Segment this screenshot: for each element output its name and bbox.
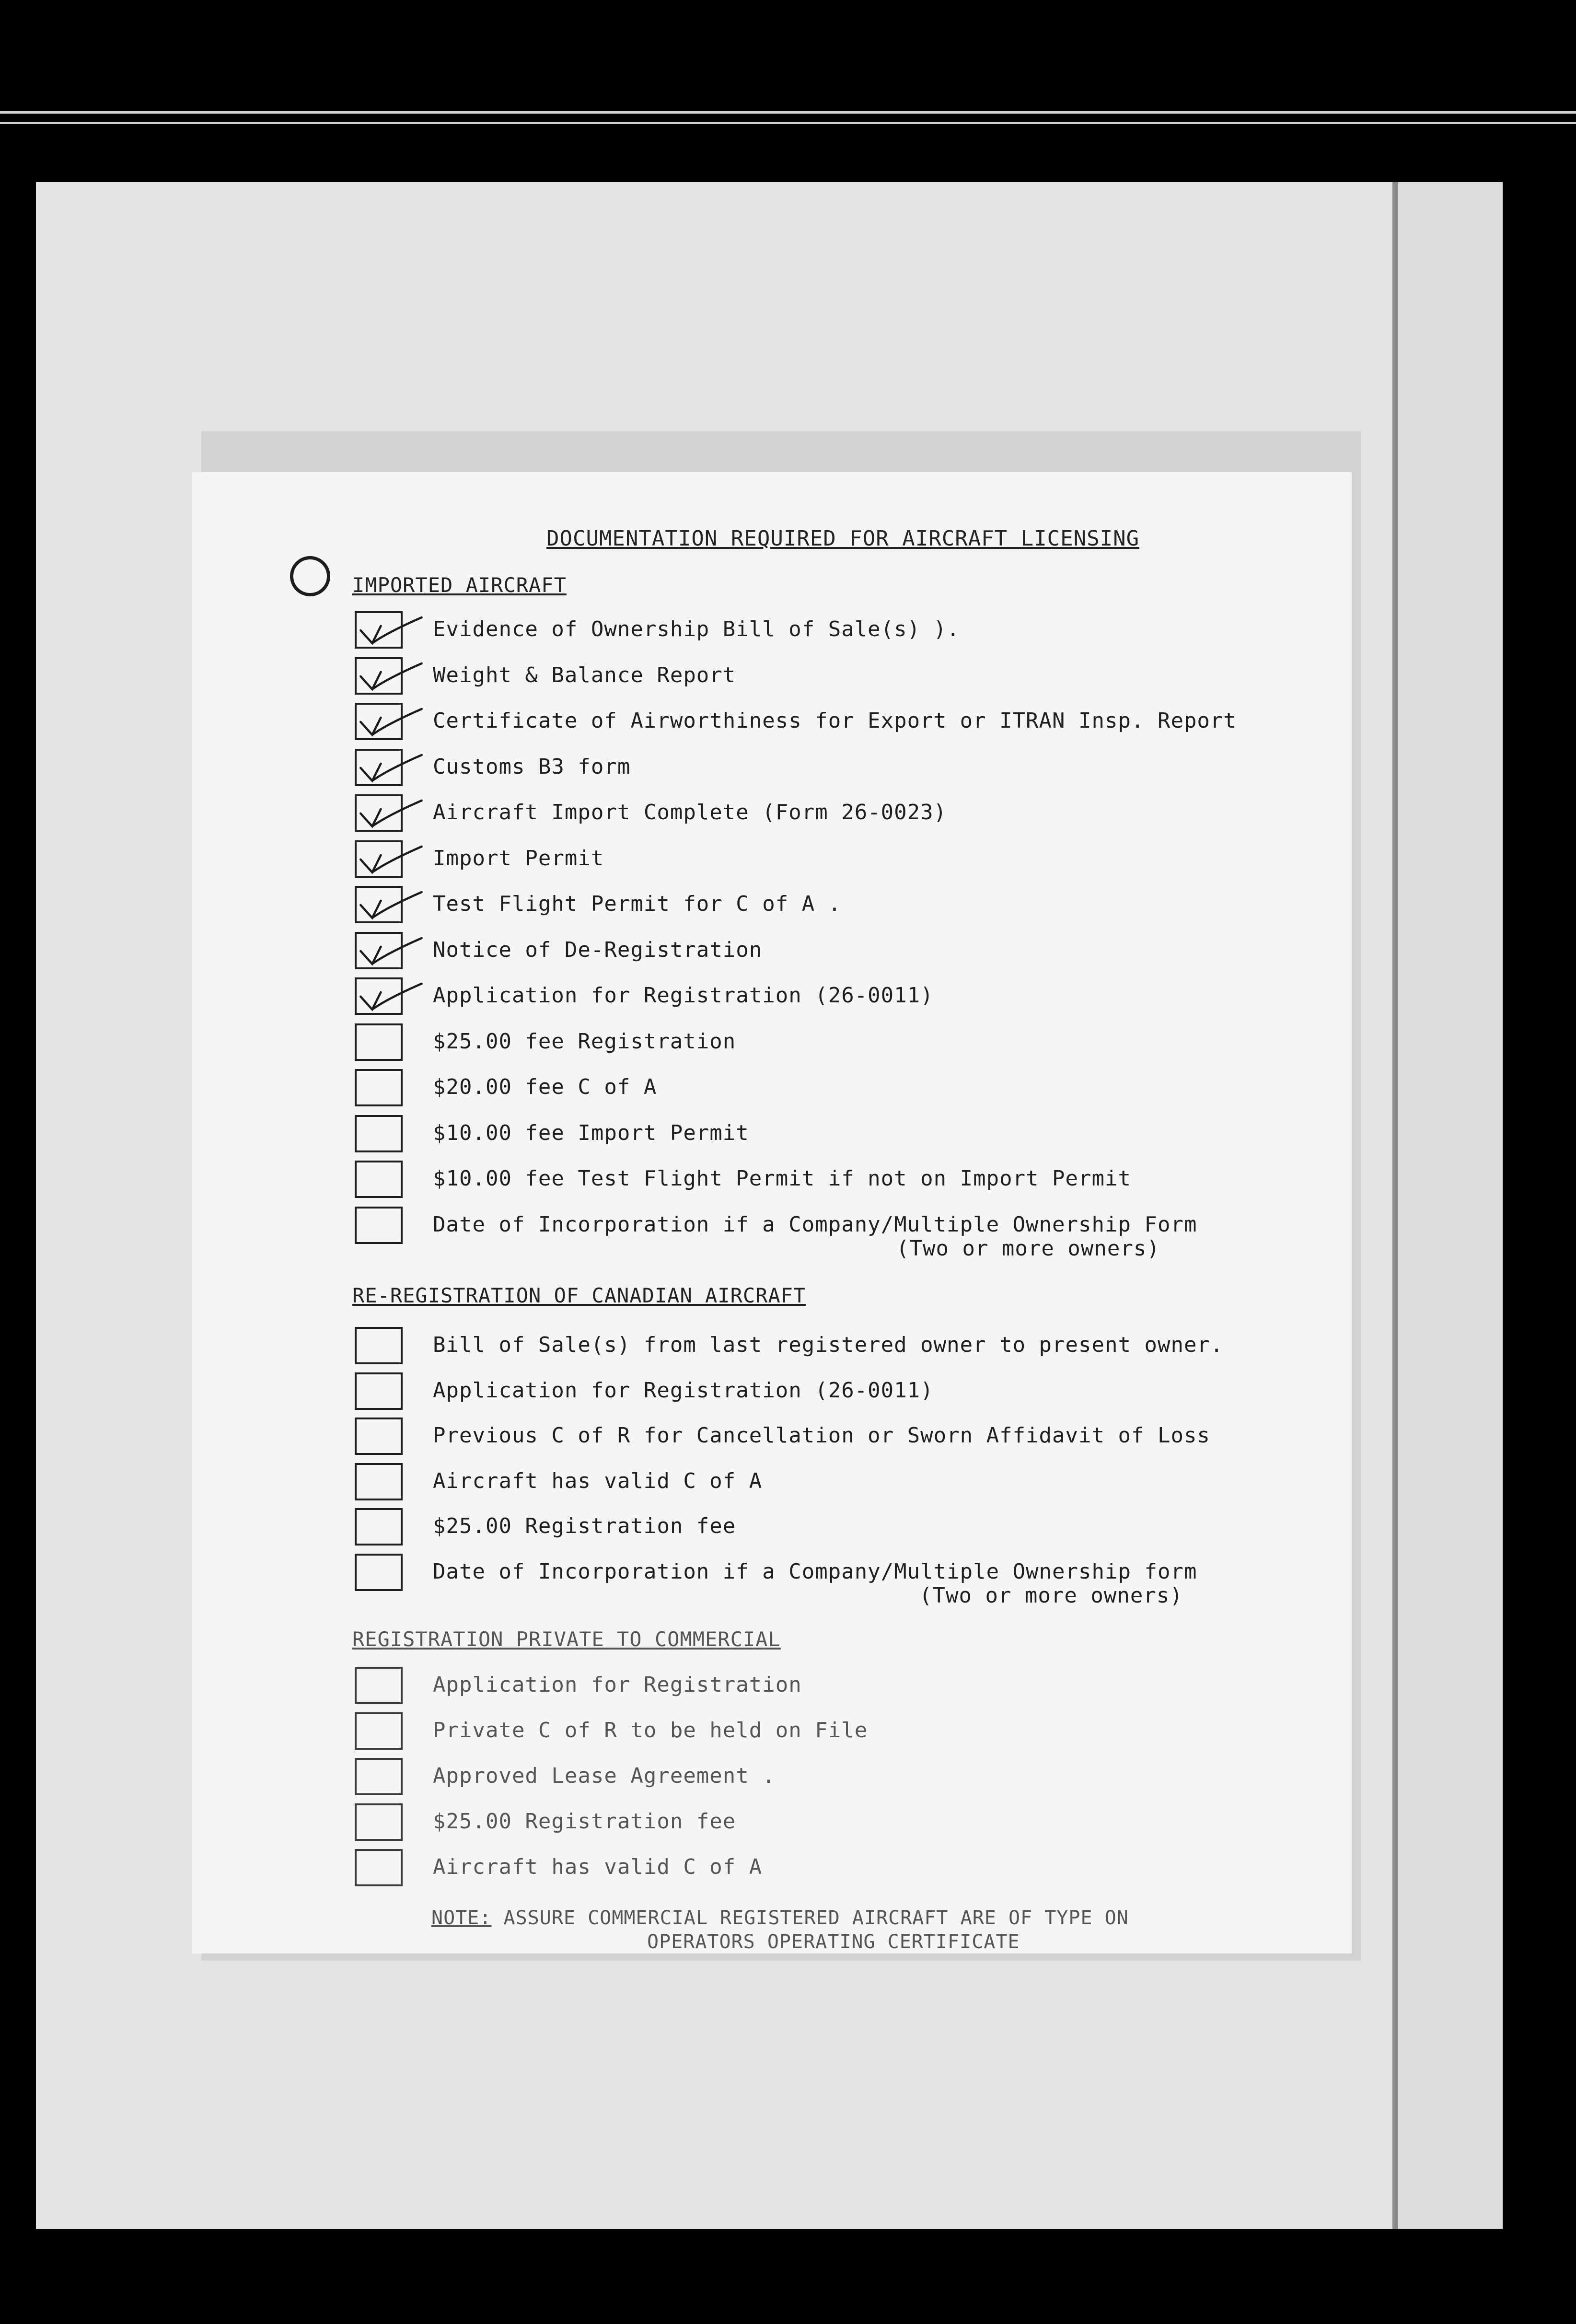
checklist-item-label: Weight & Balance Report [433,662,736,687]
checklist-item-label: Import Permit [433,846,604,871]
handwritten-checkmark-icon [357,705,401,738]
checkbox-checked[interactable] [355,840,403,878]
handwritten-checkmark-icon [357,979,401,1013]
checkbox-checked[interactable] [355,657,403,695]
checklist-item-label: Evidence of Ownership Bill of Sale(s) ). [433,617,960,641]
handwritten-checkmark-icon [357,888,401,921]
checklist-item-label: Previous C of R for Cancellation or Sworn Affidavit of Loss [433,1423,1210,1448]
note-text-1: ASSURE COMMERCIAL REGISTERED AIRCRAFT ARE OF TYPE ON [503,1907,1129,1929]
checkbox-checked[interactable] [355,611,403,649]
checklist-item-label: $10.00 fee Test Flight Permit if not on Import Permit [433,1166,1131,1191]
note-line-1 [431,1907,1129,1929]
handwritten-checkmark-icon [357,613,401,647]
checklist-item-label: Notice of De-Registration [433,937,763,962]
checkbox[interactable] [355,1667,403,1704]
checkbox[interactable] [355,1712,403,1750]
checkbox[interactable] [355,1554,403,1591]
checklist-item-label: Application for Registration (26-0011) [433,1378,934,1403]
checklist-item-label: $10.00 fee Import Permit [433,1120,749,1145]
checklist-item-label: Approved Lease Agreement . [433,1764,776,1788]
checkbox[interactable] [355,1023,403,1061]
checklist-item-label: Customs B3 form [433,754,631,779]
checklist-item-label: Aircraft Import Complete (Form 26-0023) [433,800,947,825]
document-title: DOCUMENTATION REQUIRED FOR AIRCRAFT LICENSING [546,526,1140,551]
checkbox-checked[interactable] [355,794,403,832]
checklist-item-label: Application for Registration [433,1673,802,1697]
checklist-item-label: Aircraft has valid C of A [433,1468,763,1493]
checkbox[interactable] [355,1161,403,1198]
checklist-item-label: Date of Incorporation if a Company/Multiple Ownership Form [433,1212,1197,1237]
note-line-2: OPERATORS OPERATING CERTIFICATE [647,1931,1020,1953]
checklist-item-label: $25.00 Registration fee [433,1514,736,1538]
section-heading-private-commercial: REGISTRATION PRIVATE TO COMMERCIAL [352,1627,781,1651]
checklist-item-label: Certificate of Airworthiness for Export or ITRAN Insp. Report [433,709,1237,733]
checkbox[interactable] [355,1463,403,1500]
checkbox[interactable] [355,1207,403,1244]
checkbox[interactable] [355,1115,403,1152]
checklist-item-note: (Two or more owners) [919,1583,1183,1608]
checklist-item-note: (Two or more owners) [896,1236,1160,1261]
handwritten-checkmark-icon [357,796,401,830]
checkbox[interactable] [355,1508,403,1545]
checklist-item-label: Aircraft has valid C of A [433,1855,763,1879]
checkbox-checked[interactable] [355,703,403,740]
handwritten-checkmark-icon [357,934,401,967]
note-label: NOTE: [431,1907,492,1929]
checklist-item-label: Private C of R to be held on File [433,1718,868,1743]
hole-punch [290,556,330,596]
section-heading-reregistration: RE-REGISTRATION OF CANADIAN AIRCRAFT [352,1284,806,1307]
checkbox-checked[interactable] [355,886,403,923]
checklist-item-label: Bill of Sale(s) from last registered owner to present owner. [433,1333,1224,1357]
checklist-item-label: $20.00 fee C of A [433,1075,657,1099]
folder-spine [1392,182,1398,2229]
checkbox-checked[interactable] [355,932,403,969]
checklist-item-label: Application for Registration (26-0011) [433,983,934,1008]
checkbox[interactable] [355,1803,403,1841]
checkbox-checked[interactable] [355,977,403,1015]
checklist-item-label: $25.00 fee Registration [433,1029,736,1054]
film-rule-bottom [0,122,1576,124]
checklist-item-label: $25.00 Registration fee [433,1809,736,1834]
handwritten-checkmark-icon [357,842,401,876]
checkbox[interactable] [355,1418,403,1455]
checklist-item-label: Test Flight Permit for C of A . [433,892,842,916]
checkbox[interactable] [355,1069,403,1106]
checkbox[interactable] [355,1758,403,1795]
handwritten-checkmark-icon [357,751,401,784]
film-rule-top [0,111,1576,114]
checkbox[interactable] [355,1849,403,1886]
checkbox[interactable] [355,1372,403,1410]
checklist-item-label: Date of Incorporation if a Company/Multiple Ownership form [433,1559,1197,1584]
handwritten-checkmark-icon [357,659,401,693]
folder-edge-strip [1398,182,1503,2229]
checkbox[interactable] [355,1327,403,1364]
checkbox-checked[interactable] [355,749,403,786]
section-heading-imported: IMPORTED AIRCRAFT [352,573,567,597]
